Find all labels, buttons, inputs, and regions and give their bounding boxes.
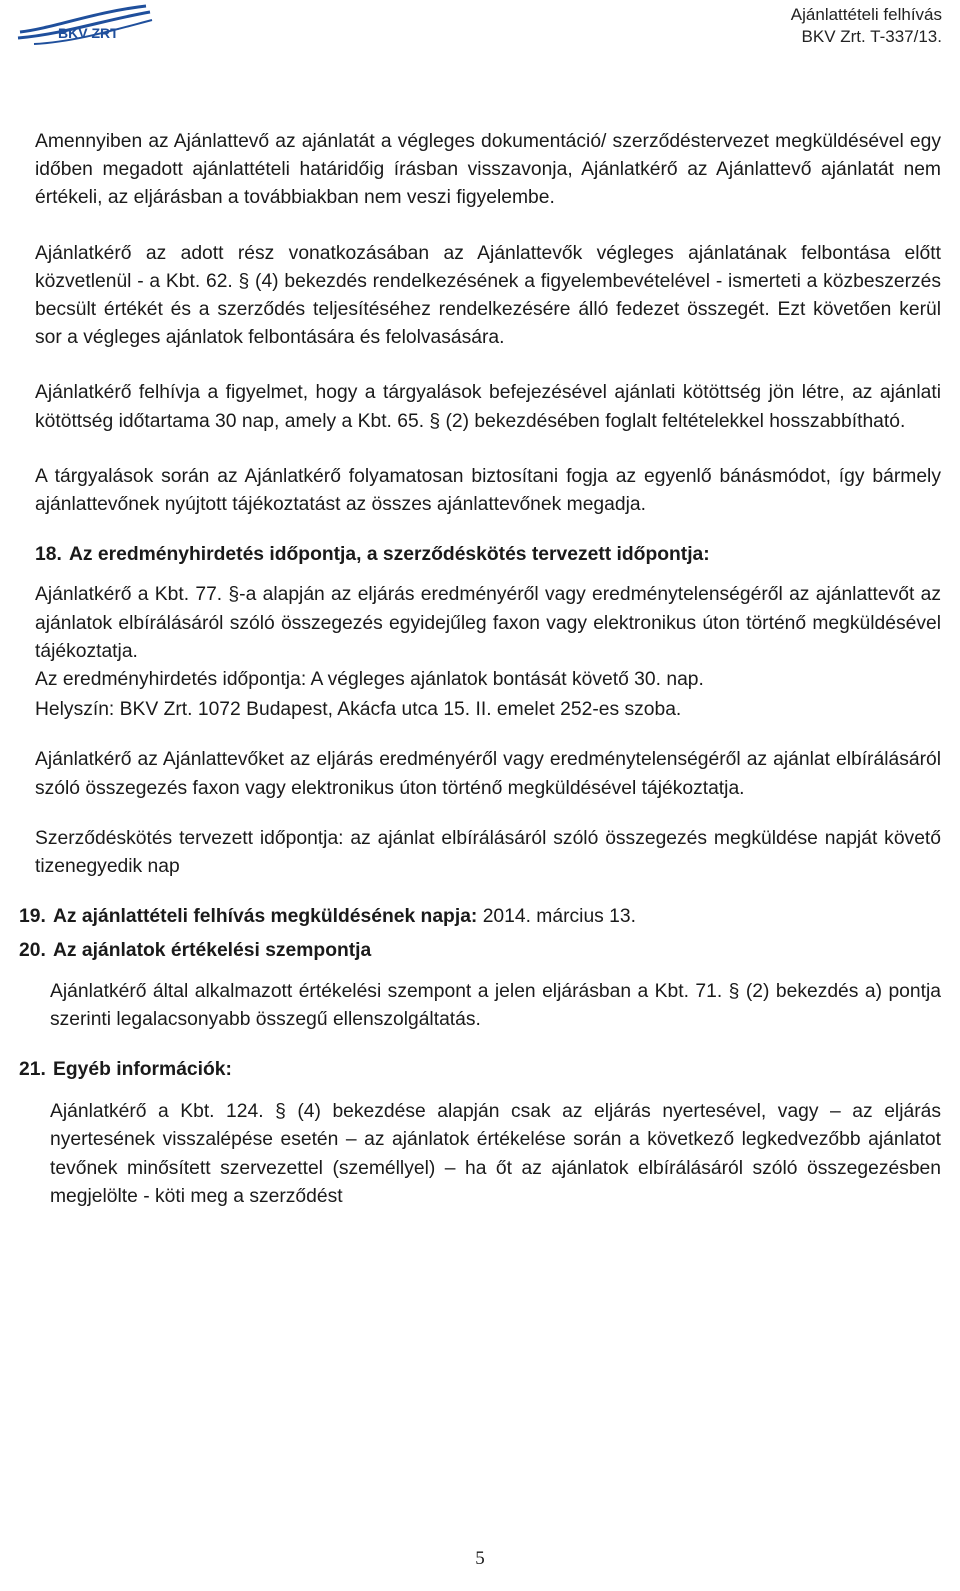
paragraph-equal-treatment: A tárgyalások során az Ajánlatkérő folyamatosan biztosítani fogja az egyenlő bánásmódot, így bármely ajánlattevőnek nyújtott tájékoztatást az összes ajánlattevőnek megadja.	[35, 465, 941, 516]
section-18-paragraph: Ajánlatkérő a Kbt. 77. §-a alapján az eljárás eredményéről vagy eredménytelenségéről az ajánlattevőt az ajánlatok elbírálásáról szóló összegezés egyidejűleg faxon vagy elektronikus úton történő megküldésével tájékoztatja.	[35, 584, 941, 662]
section-18-location: Helyszín: BKV Zrt. 1072 Budapest, Akácfa utca 15. II. emelet 252-es szoba.	[35, 699, 682, 721]
logo-text: BKV ZRT	[58, 25, 119, 41]
section-20-heading	[19, 937, 941, 965]
section-title: Az eredményhirdetés időpontja, a szerződéskötés tervezett időpontja:	[69, 544, 710, 566]
page-header	[0, 0, 960, 80]
section-18-contract-date: Szerződéskötés tervezett időpontja: az ajánlat elbírálásáról szóló összegezés megküldése napját követő tizenegyedik nap	[35, 827, 941, 878]
section-18-notification: Ajánlatkérő az Ajánlattevőket az eljárás eredményéről vagy eredménytelenségéről az ajánlat elbírálásáról szóló összegezés faxon vagy elektronikus úton történő megküldésével tájékoztatja.	[35, 749, 941, 799]
section-19-date: 2014. március 13.	[477, 906, 636, 928]
document-title: Ajánlattételi felhívás	[790, 5, 942, 24]
document-reference	[791, 4, 942, 48]
section-21-paragraph: Ajánlatkérő a Kbt. 124. § (4) bekezdése alapján csak az eljárás nyertesével, vagy – az eljárás nyertesének visszalépése esetén – az ajánlatok értékelése során a következő legkedvezőbb ajánlatot tevőnek minősített szervezettel (személlyel) – ha őt az ajánlatok elbírálásáról szóló összegezésben megjelölte - köti meg a szerződést	[50, 1101, 941, 1207]
section-18-result-date: Az eredményhirdetés időpontja: A végleges ajánlatok bontását követő 30. nap.	[35, 669, 704, 691]
bkv-logo	[14, 2, 154, 48]
document-number: BKV Zrt. T-337/13.	[801, 27, 942, 46]
paragraph-opening: Ajánlatkérő az adott rész vonatkozásában az Ajánlattevők végleges ajánlatának felbontása előtt közvetlenül - a Kbt. 62. § (4) bekezdés rendelkezésének a figyelembevételével - ismerteti a közbeszerzés becsült értékét és a szerződés teljesítéséhez rendelkezésére álló fedezet összegét. Ezt követően kerül sor a végleges ajánlatok felbontására és felolvasására.	[35, 242, 941, 349]
section-number: 21.	[19, 1059, 46, 1081]
section-number: 20.	[19, 940, 46, 962]
paragraph-commitment: Ajánlatkérő felhívja a figyelmet, hogy a tárgyalások befejezésével ajánlati kötöttség jön létre, az ajánlati kötöttség időtartama 30 nap, amely a Kbt. 65. § (2) bekezdésében foglalt feltételekkel hosszabbítható.	[35, 382, 941, 432]
page-number: 5	[475, 1548, 485, 1569]
section-20-paragraph: Ajánlatkérő által alkalmazott értékelési szempont a jelen eljárásban a Kbt. 71. § (2) bekezdés a) pontja szerinti legalacsonyabb összegű ellenszolgáltatás.	[50, 980, 941, 1030]
section-18-heading	[35, 541, 941, 569]
section-number: 18.	[35, 544, 62, 566]
paragraph-withdrawal: Amennyiben az Ajánlattevő az ajánlatát a végleges dokumentáció/ szerződéstervezet megküldésével egy időben megadott ajánlattételi határidőig írásban visszavonja, Ajánlatkérő az Ajánlattevő ajánlatát nem értékeli, az eljárásban a továbbiakban nem veszi figyelembe.	[35, 131, 941, 209]
section-title: Egyéb információk:	[53, 1059, 232, 1081]
section-title: Az ajánlattételi felhívás megküldésének napja:	[53, 906, 478, 928]
section-number: 19.	[19, 906, 46, 928]
document-body	[19, 128, 941, 1211]
section-19-heading	[19, 903, 941, 931]
section-title: Az ajánlatok értékelési szempontja	[53, 940, 372, 962]
section-21-heading	[19, 1056, 941, 1084]
